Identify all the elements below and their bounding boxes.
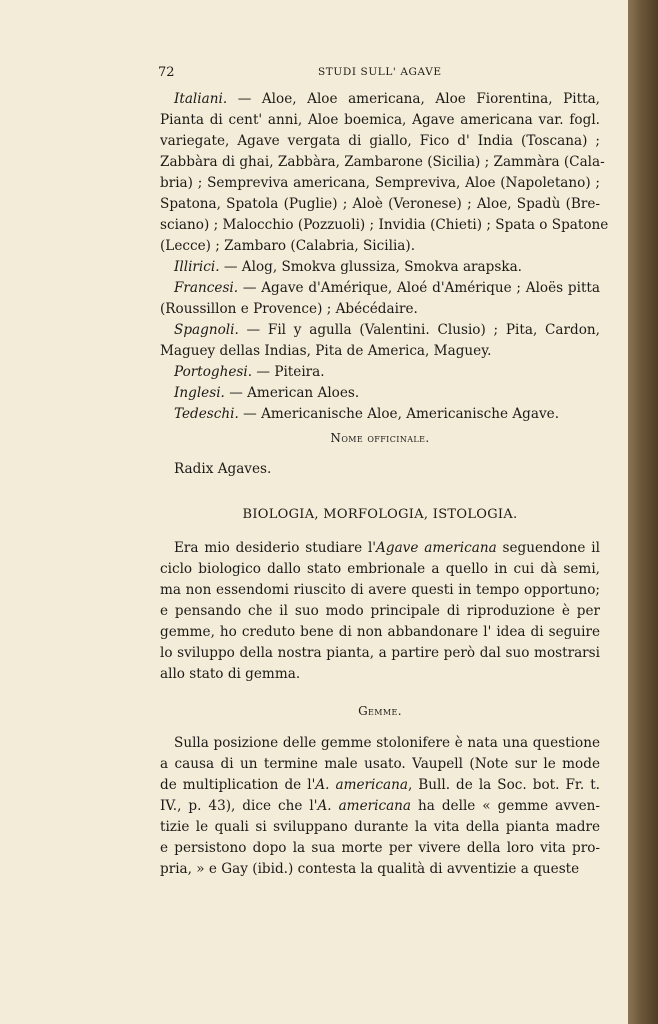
vernacular-line: Inglesi. — American Aloes. bbox=[174, 385, 360, 401]
vernacular-line: Spatona, Spatola (Puglie) ; Aloè (Veronese) ; Aloe, Spadù (Bre- bbox=[160, 196, 600, 212]
vernacular-line: Zabbàra di ghai, Zabbàra, Zambarone (Sicilia) ; Zammàra (Cala- bbox=[160, 154, 605, 170]
section-heading-nome-officinale: Nome officinale. bbox=[330, 431, 430, 445]
vernacular-line: variegate, Agave vergata di giallo, Fico d' India (Toscana) ; bbox=[160, 133, 600, 149]
paragraph-line: lo sviluppo della nostra pianta, a partire però dal suo mostrarsi bbox=[160, 645, 600, 661]
vernacular-line: Illirici. — Alog, Smokva glussiza, Smokva arapska. bbox=[174, 259, 522, 275]
section-heading-biologia: BIOLOGIA, MORFOLOGIA, ISTOLOGIA. bbox=[242, 507, 518, 522]
vernacular-line: Maguey dellas Indias, Pita de America, Maguey. bbox=[160, 343, 492, 359]
vernacular-line: Italiani. — Aloe, Aloe americana, Aloe Fiorentina, Pitta, bbox=[174, 91, 600, 107]
paragraph-line: Sulla posizione delle gemme stolonifere è nata una questione bbox=[174, 735, 600, 751]
section-heading-gemme: Gemme. bbox=[358, 704, 402, 718]
paragraph-line: pria, » e Gay (ibid.) contesta la qualità di avventizie a queste bbox=[160, 861, 580, 877]
paragraph-line: a causa di un termine male usato. Vaupell (Note sur le mode bbox=[160, 756, 600, 772]
paragraph-line: ciclo biologico dallo stato embrionale a quello in cui dà semi, bbox=[160, 561, 600, 577]
paragraph-line: Era mio desiderio studiare l'Agave americana seguendone il bbox=[174, 540, 600, 556]
vernacular-line: bria) ; Sempreviva americana, Sempreviva, Aloe (Napoletano) ; bbox=[160, 175, 600, 191]
vernacular-line: Pianta di cent' anni, Aloe boemica, Agave americana var. fogl. bbox=[160, 112, 600, 128]
vernacular-line: Francesi. — Agave d'Amérique, Aloé d'Amérique ; Aloës pitta bbox=[174, 280, 600, 296]
running-title: STUDI SULL' AGAVE bbox=[318, 66, 442, 78]
paragraph-line: IV., p. 43), dice che l'A. americana ha delle « gemme avven- bbox=[160, 798, 600, 814]
paragraph-line: gemme, ho creduto bene di non abbandonare l' idea di seguire bbox=[160, 624, 600, 640]
vernacular-line: Tedeschi. — Americanische Aloe, Americanische Agave. bbox=[174, 406, 560, 422]
paragraph-line: tizie le quali si sviluppano durante la vita della pianta madre bbox=[160, 819, 600, 835]
vernacular-line: (Roussillon e Provence) ; Abécédaire. bbox=[160, 301, 418, 317]
vernacular-line: (Lecce) ; Zambaro (Calabria, Sicilia). bbox=[160, 238, 416, 254]
vernacular-line: Portoghesi. — Piteira. bbox=[174, 364, 325, 380]
paragraph-line: ma non essendomi riuscito di avere questi in tempo opportuno; bbox=[160, 582, 600, 598]
paragraph-line: de multiplication de l'A. americana, Bull. de la Soc. bot. Fr. t. bbox=[160, 777, 600, 793]
paragraph-line: e pensando che il suo modo principale di riproduzione è per bbox=[160, 603, 600, 619]
paragraph-line: allo stato di gemma. bbox=[160, 666, 301, 682]
vernacular-line: Spagnoli. — Fil y agulla (Valentini. Clusio) ; Pita, Cardon, bbox=[174, 322, 600, 338]
page-header bbox=[160, 65, 600, 85]
officinal-name: Radix Agaves. bbox=[174, 461, 272, 477]
paragraph-line: e persistono dopo la sua morte per vivere della loro vita pro- bbox=[160, 840, 600, 856]
book-spine-shadow bbox=[628, 0, 658, 1024]
vernacular-line: sciano) ; Malocchio (Pozzuoli) ; Invidia (Chieti) ; Spata o Spatone bbox=[160, 217, 609, 233]
page-number: 72 bbox=[158, 65, 175, 80]
